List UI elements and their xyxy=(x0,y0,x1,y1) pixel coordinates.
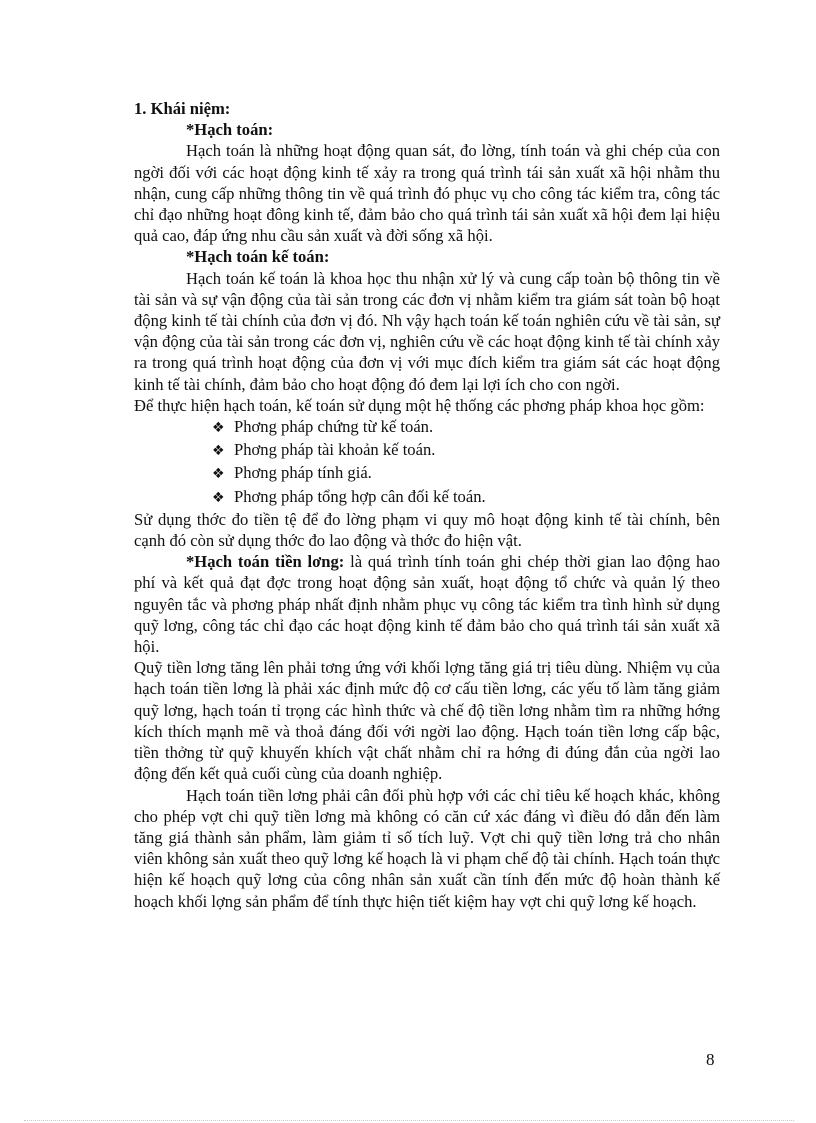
subheading-hach-toan-ke-toan: *Hạch toán kế toán: xyxy=(186,247,330,267)
diamond-bullet-icon: ❖ xyxy=(212,443,225,460)
diamond-bullet-icon: ❖ xyxy=(212,420,225,437)
method-list xyxy=(134,416,720,509)
subheading-hach-toan: *Hạch toán: xyxy=(186,120,274,140)
paragraph-hach-toan-tien-luong xyxy=(134,551,720,657)
paragraph-can-doi: Hạch toán tiền lơng phải cân đối phù hợp với các chỉ tiêu kế hoạch khác, không cho phép vợt chi quỹ tiền lơng mà không có căn cứ xác đáng vì điều đó dẫn đến làm tăng giá thành sản phẩm, làm giảm tỉ số tích luỹ. Vợt chi quỹ tiền lơng trả cho nhân viên không sản xuất theo quỹ lơng kế hoạch là vi phạm chế độ tài chính. Hạch toán thực hiện kế hoạch quỹ lơng của công nhân sản xuất cần tính đến mức độ hoàn thành kế hoạch khối lợng sản phẩm để tính thực hiện tiết kiệm hay vợt chi quỹ lơng kế hoạch. xyxy=(134,785,720,911)
paragraph-phuong-phap-intro: Để thực hiện hạch toán, kế toán sử dụng một hệ thống các phơng pháp khoa học gồm: xyxy=(134,395,705,415)
list-item xyxy=(212,486,720,509)
diamond-bullet-icon: ❖ xyxy=(212,466,225,483)
inline-heading-tien-luong: *Hạch toán tiền lơng: xyxy=(186,552,345,572)
paragraph-thuoc-do: Sử dụng thớc đo tiền tệ để đo lờng phạm vi quy mô hoạt động kinh tế tài chính, bên cạnh đó còn sử dụng thớc đo lao động và thớc đo hiện vật. xyxy=(134,509,720,551)
page-bottom-rule xyxy=(24,1120,794,1121)
list-item xyxy=(212,416,720,439)
inline-text-tien-luong: là quá trình tính toán ghi chép thời gian lao động hao phí và kết quả đạt đợc trong hoạt động sản xuất, hoạt động tổ chức và quản lý theo nguyên tắc và phơng pháp nhất định nhằm phục vụ công tác kiểm tra tình hình sử dụng quỹ lơng, công tác chỉ đạo các hoạt động kinh tế đảm bảo cho quá trình tái sản xuất xã hội. xyxy=(134,552,721,657)
section-heading: 1. Khái niệm: xyxy=(134,99,231,118)
list-item-text: Phơng pháp tài khoản kế toán. xyxy=(234,440,436,460)
list-item-text: Phơng pháp tính giá. xyxy=(234,463,372,483)
page-number: 8 xyxy=(706,1050,715,1069)
paragraph-hach-toan-ke-toan: Hạch toán kế toán là khoa học thu nhận xử lý và cung cấp toàn bộ thông tin về tài sản và sự vận động của tài sản trong các đơn vị nhằm kiểm tra giám sát toàn bộ hoạt động kinh tế tài chính của đơn vị đó. Nh vậy hạch toán kế toán nghiên cứu về tài sản, sự vận động của tài sản trong các đơn vị, nghiên cứu về các hoạt động kinh tế tài chính xảy ra trong quá trình hoạt động của đơn vị với mục đích kiểm tra giám sát các hoạt động kinh tế tài chính, đảm bảo cho hoạt động đó đem lại lợi ích cho con ngời. xyxy=(134,268,720,394)
paragraph-hach-toan: Hạch toán là những hoạt động quan sát, đo lờng, tính toán và ghi chép của con ngời đối với các hoạt động kinh tế xảy ra trong quá trình tái sản xuất xã hội nhằm thu nhận, cung cấp những thông tin về quá trình đó phục vụ cho công tác kiểm tra, công tác chỉ đạo những hoạt đông kinh tế, đảm bảo cho quá trình tái sản xuất xã hội đem lại hiệu quả cao, đáp ứng nhu cầu sản xuất và đời sống xã hội. xyxy=(134,141,720,246)
document-body xyxy=(134,98,720,912)
list-item-text: Phơng pháp chứng từ kế toán. xyxy=(234,417,434,437)
paragraph-quy-tien-luong: Quỹ tiền lơng tăng lên phải tơng ứng với khối lợng tăng giá trị tiêu dùng. Nhiệm vụ của hạch toán tiền lơng là phải xác định mức độ cơ cấu tiền lơng, các yếu tố làm tăng giảm quỹ lơng, hạch toán tỉ trọng các hình thức và chế độ tiền lơng nhằm tìm ra những hớng kích thích mạnh mẽ và thoả đáng đối với ngời lao động. Hạch toán tiền lơng cấp bậc, tiền thởng từ quỹ khuyến khích vật chất nhằm chỉ ra hớng đi đúng đắn của ngời lao động đến kết quả cuối cùng của doanh nghiệp. xyxy=(134,658,720,784)
list-item xyxy=(212,462,720,485)
list-item-text: Phơng pháp tổng hợp cân đối kế toán. xyxy=(234,486,486,506)
list-item xyxy=(212,439,720,462)
diamond-bullet-icon: ❖ xyxy=(212,489,225,506)
